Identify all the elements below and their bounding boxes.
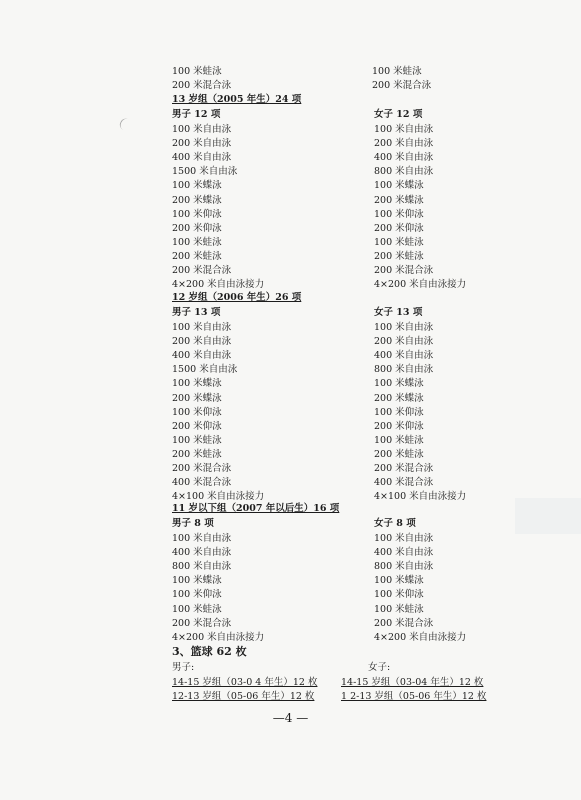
men-event-item: 200 米蝶泳 — [172, 194, 222, 206]
top-right-item: 200 米混合泳 — [372, 80, 432, 91]
women-event-item: 100 米自由泳 — [374, 533, 434, 544]
women-event-item: 200 米混合泳 — [374, 463, 434, 474]
women-event-item: 800 米自由泳 — [374, 166, 434, 178]
women-event-item: 100 米蝶泳 — [374, 575, 424, 587]
men-event-item: 100 米蝶泳 — [172, 575, 222, 587]
women-group-title: 女子 13 项 — [374, 307, 423, 318]
top-left-item: 100 米蛙泳 — [172, 66, 222, 77]
women-event-item: 100 米蝶泳 — [374, 180, 424, 192]
men-event-item: 200 米自由泳 — [172, 336, 232, 348]
women-event-item: 200 米自由泳 — [374, 336, 434, 348]
group-title: 11 岁以下组（2007 年以后生）16 项 — [172, 503, 340, 514]
men-event-item: 400 米自由泳 — [172, 547, 232, 559]
women-event-item: 100 米蝶泳 — [374, 378, 424, 390]
women-event-item: 200 米蝶泳 — [374, 194, 424, 206]
women-event-item: 100 米自由泳 — [374, 124, 434, 135]
group-title: 12 岁组（2006 年生）26 项 — [172, 292, 302, 303]
women-event-item: 100 米仰泳 — [374, 589, 424, 601]
men-event-item: 200 米混合泳 — [172, 463, 232, 474]
men-event-item: 100 米仰泳 — [172, 589, 222, 601]
men-event-item: 200 米仰泳 — [172, 420, 222, 432]
basketball-women-item: 1 2-13 岁组（05-06 年生）12 枚 — [341, 691, 487, 702]
top-left-item: 200 米混合泳 — [172, 80, 232, 91]
men-event-item: 200 米蝶泳 — [172, 392, 222, 404]
men-event-item: 100 米蝶泳 — [172, 180, 222, 192]
men-event-item: 100 米自由泳 — [172, 124, 232, 135]
women-event-item: 200 米混合泳 — [374, 617, 434, 629]
men-event-item: 100 米蝶泳 — [172, 378, 222, 390]
women-event-item: 800 米自由泳 — [374, 561, 434, 573]
group-title: 13 岁组（2005 年生）24 项 — [172, 94, 302, 105]
top-right-item: 100 米蛙泳 — [372, 66, 422, 77]
women-event-item: 100 米仰泳 — [374, 208, 424, 220]
men-event-item: 4×200 米自由泳接力 — [172, 279, 265, 291]
men-event-item: 4×100 米自由泳接力 — [172, 491, 265, 503]
women-event-item: 800 米自由泳 — [374, 364, 434, 376]
men-event-item: 200 米混合泳 — [172, 265, 232, 276]
men-event-item: 200 米仰泳 — [172, 222, 222, 234]
men-event-item: 400 米混合泳 — [172, 477, 232, 489]
men-event-item: 100 米仰泳 — [172, 406, 222, 418]
basketball-men-item: 12-13 岁组（05-06 年生）12 枚 — [172, 691, 315, 702]
men-event-item: 200 米蛙泳 — [172, 448, 222, 460]
women-group-title: 女子 12 项 — [374, 109, 423, 120]
men-event-item: 200 米自由泳 — [172, 138, 232, 150]
women-event-item: 400 米自由泳 — [374, 350, 434, 362]
women-event-item: 200 米仰泳 — [374, 222, 424, 234]
men-event-item: 100 米蛙泳 — [172, 236, 222, 248]
basketball-women-item: 14-15 岁组（03-04 年生）12 枚 — [341, 677, 484, 688]
men-event-item: 200 米混合泳 — [172, 617, 232, 629]
women-event-item: 4×100 米自由泳接力 — [374, 491, 467, 503]
women-event-item: 200 米仰泳 — [374, 420, 424, 432]
men-event-item: 1500 米自由泳 — [172, 364, 238, 376]
men-event-item: 100 米自由泳 — [172, 322, 232, 333]
women-event-item: 100 米蛙泳 — [374, 603, 424, 615]
women-group-title: 女子 8 项 — [374, 518, 416, 529]
men-event-item: 1500 米自由泳 — [172, 166, 238, 178]
basketball-men-item: 14-15 岁组（03-0 4 年生）12 枚 — [172, 677, 318, 688]
women-event-item: 400 米自由泳 — [374, 152, 434, 164]
men-group-title: 男子 13 项 — [172, 307, 221, 318]
men-group-title: 男子 12 项 — [172, 109, 221, 120]
men-event-item: 4×200 米自由泳接力 — [172, 631, 265, 643]
scan-stain — [515, 498, 581, 534]
men-event-item: 100 米蛙泳 — [172, 603, 222, 615]
women-event-item: 100 米蛙泳 — [374, 434, 424, 446]
pen-mark — [118, 117, 131, 132]
women-event-item: 200 米混合泳 — [374, 265, 434, 276]
women-event-item: 200 米自由泳 — [374, 138, 434, 150]
men-event-item: 400 米自由泳 — [172, 350, 232, 362]
women-event-item: 400 米混合泳 — [374, 477, 434, 489]
men-event-item: 100 米蛙泳 — [172, 434, 222, 446]
men-event-item: 800 米自由泳 — [172, 561, 232, 573]
women-event-item: 4×200 米自由泳接力 — [374, 631, 467, 643]
basketball-heading: 3、篮球 62 枚 — [172, 645, 247, 658]
men-group-title: 男子 8 项 — [172, 518, 214, 529]
basketball-men-label: 男子: — [172, 662, 195, 673]
men-event-item: 200 米蛙泳 — [172, 250, 222, 262]
women-event-item: 100 米蛙泳 — [374, 236, 424, 248]
women-event-item: 200 米蛙泳 — [374, 448, 424, 460]
women-event-item: 100 米自由泳 — [374, 322, 434, 333]
men-event-item: 100 米仰泳 — [172, 208, 222, 220]
men-event-item: 400 米自由泳 — [172, 152, 232, 164]
men-event-item: 100 米自由泳 — [172, 533, 232, 544]
women-event-item: 4×200 米自由泳接力 — [374, 279, 467, 291]
women-event-item: 200 米蝶泳 — [374, 392, 424, 404]
basketball-women-label: 女子: — [368, 662, 391, 673]
women-event-item: 100 米仰泳 — [374, 406, 424, 418]
women-event-item: 200 米蛙泳 — [374, 250, 424, 262]
page-number: —4 — — [272, 711, 309, 725]
women-event-item: 400 米自由泳 — [374, 547, 434, 559]
